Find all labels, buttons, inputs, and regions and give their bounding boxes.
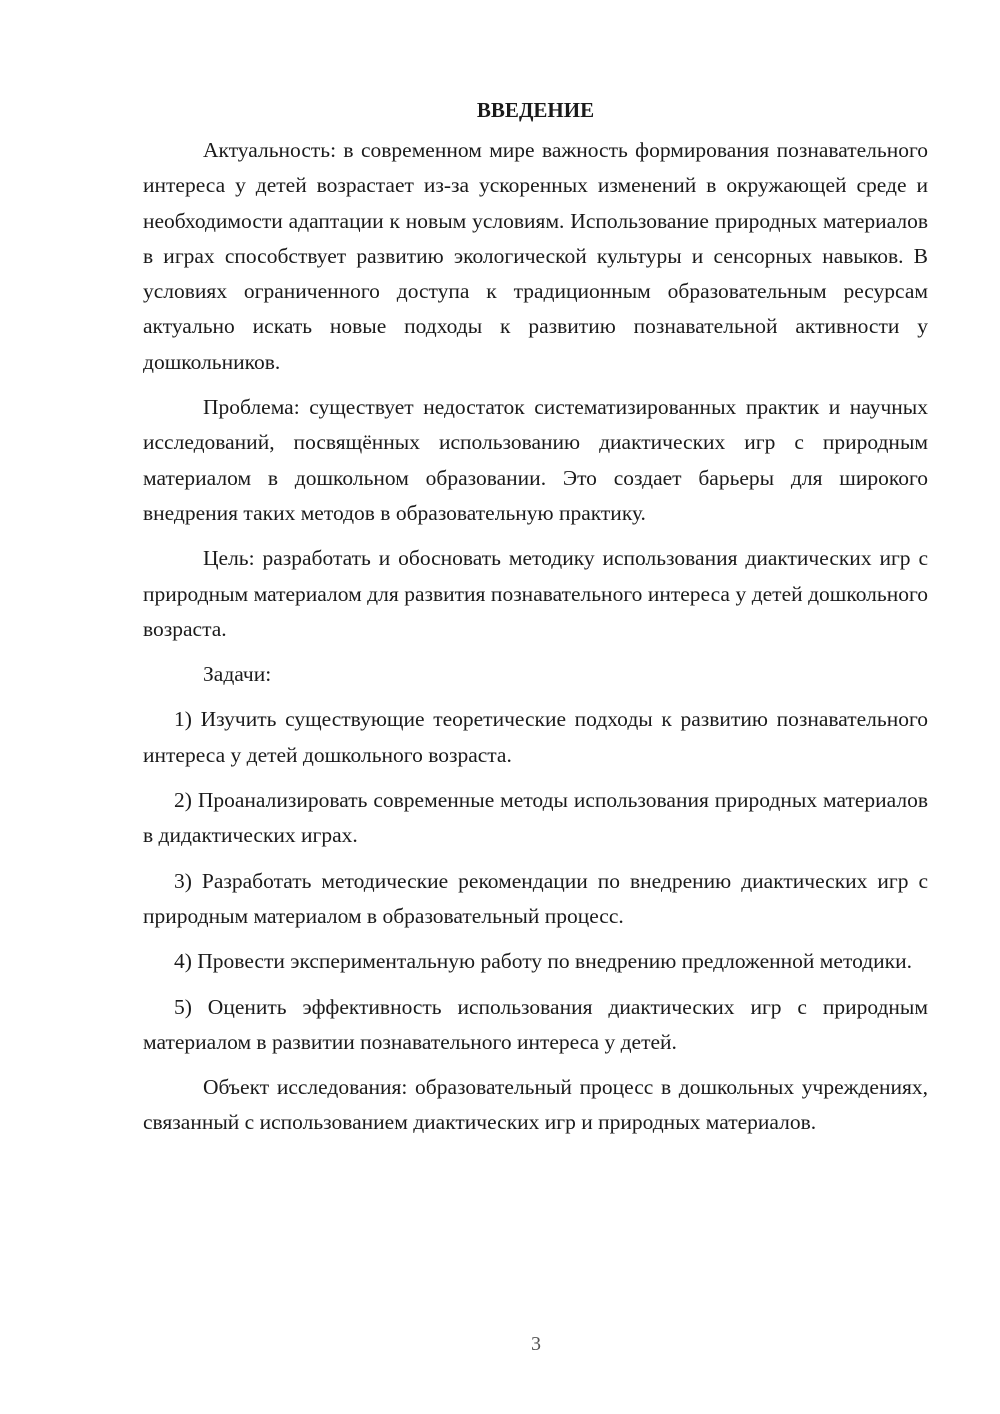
- page-title: ВВЕДЕНИЕ: [476, 98, 595, 122]
- paragraph-object: Объект исследования: образовательный процесс в дошкольных учреждениях, связанный с использованием диактических игр и природных материалов.: [143, 1075, 928, 1135]
- paragraph-relevance: Актуальность: в современном мире важность формирования познавательного интереса у детей возрастает из-за ускоренных изменений в окружающей среде и необходимости адаптации к новым условиям. Использование природных материалов в играх способствует развитию экологической культуры и сенсорных навыков. В условиях ограниченного доступа к традиционным образовательным ресурсам актуально искать новые подходы к развитию познавательной активности у дошкольников.: [143, 138, 928, 374]
- task-item-1: 1) Изучить существующие теоретические подходы к развитию познавательного интереса у детей дошкольного возраста.: [143, 707, 928, 767]
- task-item-4: 4) Провести экспериментальную работу по внедрению предложенной методики.: [174, 949, 912, 974]
- task-item-2: 2) Проанализировать современные методы использования природных материалов в дидактических играх.: [143, 788, 928, 848]
- paragraph-goal: Цель: разработать и обосновать методику использования диактических игр с природным материалом для развития познавательного интереса у детей дошкольного возраста.: [143, 546, 928, 641]
- task-item-3: 3) Разработать методические рекомендации по внедрению диактических игр с природным материалом в образовательный процесс.: [143, 868, 928, 928]
- tasks-label: Задачи:: [203, 662, 272, 687]
- task-item-5: 5) Оценить эффективность использования диактических игр с природным материалом в развитии познавательного интереса у детей.: [143, 994, 928, 1054]
- paragraph-problem: Проблема: существует недостаток систематизированных практик и научных исследований, посвящённых использованию диактических игр с природным материалом в дошкольном образовании. Это создает барьеры для широкого внедрения таких методов в образовательную практику.: [143, 395, 928, 525]
- page-body: [143, 93, 928, 1151]
- page-number: 3: [531, 1333, 541, 1355]
